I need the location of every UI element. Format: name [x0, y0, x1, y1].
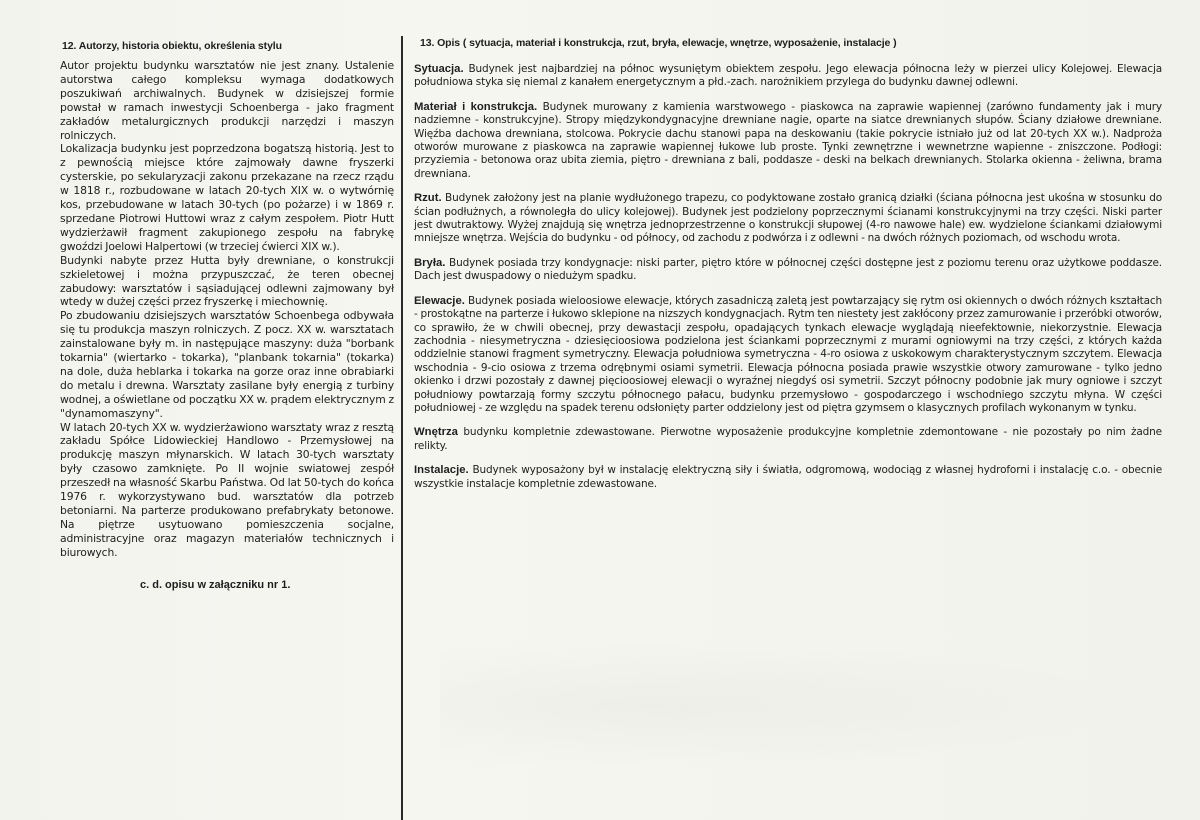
paragraph-label: Wnętrza	[414, 426, 458, 439]
continuation-note: c. d. opisu w załączniku nr 1.	[140, 578, 291, 591]
scan-smudge	[440, 640, 1140, 770]
paragraph-bryla	[414, 257, 1162, 284]
paragraph-text: Budynek murowany z kamienia warstwowego - piaskowca na zaprawie wapiennej (zarówno fundamenty jak i mury nadziemne - konstrukcyjne). Stropy międzykondygnacyjne drewniane nagie, oparte na siatce drewnianych słupów. Ściany działowe drewniane. Więźba dachowa drewniana, stolcowa. Pokrycie dachu stanowi papa na deskowaniu (takie pokrycie istniało już od lat 20-tych XX w.). Nadproża otworów murowane z piaskowca na zaprawie wapiennej łukowe lub proste. Tynki zewnętrzne i wewnetrzne wapienne - zniszczone. Podłogi: przyziemia - betonowa oraz ubita ziemia, piętro - drewniana z bali, poddasze - deski na belkach drewnianych. Stolarka okienna - żeliwna, brama drewniana.	[414, 100, 1163, 180]
paragraph-wnetrza	[414, 426, 1162, 453]
paragraph-elewacje	[414, 295, 1162, 416]
right-column	[414, 37, 1162, 502]
left-section-heading: 12. Autorzy, historia obiektu, określenia stylu	[62, 40, 282, 52]
right-section-heading: 13. Opis ( sytuacja, materiał i konstrukcja, rzut, bryła, elewacje, wnętrze, wyposażenie, instalacje )	[420, 37, 897, 49]
column-divider	[401, 36, 403, 820]
paragraph-rzut	[414, 192, 1162, 246]
left-section-body: Autor projektu budynku warsztatów nie jest znany. Ustalenie autorstwa całego kompleksu wymaga dodatkowych poszukiwań archiwalnych. Budynek w dzisiejszej formie powstał w ramach inwestycji Schoenberga - jako fragment zakładów metalurgicznych produkcji narzędzi i maszyn rolniczych. Lokalizacja budynku jest poprzedzona bogatszą historią. Jest to z pewnością miejsce które zajmowały dawne fryszerki cysterskie, po sekularyzacji zakonu przekazane na rzecz rządu w 1818 r., rozbudowane w latach 20-tych XIX w. o wytwórnię kos, przebudowane w latach 30-tych (po pożarze) i w 1869 r. sprzedane Piotrowi Huttowi wraz z całym zespołem. Piotr Hutt wydzierżawił fragment zakupionego zespołu na fabrykę gwoździ Joelowi Halpertowi (w trzeciej ćwierci XIX w.). Budynki nabyte przez Hutta były drewniane, o konstrukcji szkieletowej i można przypuszczać, że teren obecnej zabudowy: warsztatów i sąsiadującej odlewni zajmowany był wtedy w dużej części przez fryszerkę i miechownię. Po zbudowaniu dzisiejszych warsztatów Schoenbega odbywała się tu produkcja maszyn rolniczych. Z pocz. XX w. warsztatach zainstalowane były m. in następujące maszyny: duża "borbank tokarnia" (wiertarko - tokarka), "planbank tokarnia" (tokarka) na dole, duża heblarka i tokarka na gorze oraz inne obrabiarki do metalu i drewna. Warsztaty zasilane były energią z turbiny wodnej, a oświetlane od początku XX w. prądem elektrycznym z "dynamomaszyny". W latach 20-tych XX w. wydzierżawiono warsztaty wraz z resztą zakładu Spółce Lidowieckiej Handlowo - Przemysłowej na produkcję maszyn młynarskich. W latach 30-tych warsztaty były czasowo zamknięte. Po II wojnie swiatowej zespół przeszedł na własność Skarbu Państwa. Od lat 50-tych do końca 1976 r. wykorzystywano bud. warsztatów dla potrzeb betoniarni. Na parterze produkowano prefabrykaty betonowe. Na piętrze usytuowano pomieszczenia socjalne, administracyjne oraz magazyn materiałów technicznych i biurowych.	[60, 59, 394, 559]
paragraph-label: Bryła.	[414, 256, 446, 269]
paragraph-text: Budynek założony jest na planie wydłużonego trapezu, co podyktowane zostało granicą działki (ściana północna jest ukośna w stosunku do ścian podłużnych, a równoległa do ulicy kolejowej). Budynek jest podzielony poprzecznymi ścianami konstrukcyjnymi na trzy części. Niski parter jest dwutraktowy. Wyżej znajdują się wnętrza jednoprzestrzenne o konstrukcji słupowej (4-ro nawowe hale) ew. wydzielone ściankami działowymi mniejsze wnętrza. Wejścia do budynku - od północy, od zachodu z podwórza i z odlewni - na dwóch różnych poziomach, od wschodu wrota.	[414, 192, 1162, 245]
paragraph-label: Rzut.	[414, 192, 442, 205]
paragraph-instalacje	[414, 464, 1162, 491]
paragraph-label: Sytuacja.	[414, 63, 464, 75]
paragraph-label: Materiał i konstrukcja.	[414, 100, 538, 113]
paragraph-text: Budynek posiada trzy kondygnacje: niski parter, piętro które w północnej części dostępne jest z poziomu terenu oraz użytkowe poddasze. Dach jest dwuspadowy o niedużym spadku.	[414, 256, 1162, 283]
paragraph-label: Elewacje.	[414, 294, 465, 307]
paragraph-text: Budynek posiada wieloosiowe elewacje, których zasadniczą zaletą jest powtarzający się rytm osi okiennych o dwóch różnych kształtach - prostokątne na parterze i łukowo sklepione na nizszych kondygnacjach. Rytm ten niestety jest zakłócony przez zamurowanie i przeróbki otworów, co sprawiło, że w chwili obecnej, przy dewastacji zespołu, opadających tynkach elewacje wyglądają nieefektownie, niekorzystnie. Elewacja zachodnia - niesymetryczna - dziesięcioosiowa podzielona jest ściankami poprzecznymi z murami ogniowymi na trzy części, z których każda oddzielnie stanowi fragment symetryczny. Elewacja południowa symetryczna - 4-ro osiowa z uskokowym charakterystycznym szczytem. Elewacja wschodnia - 9-cio osiowa z trzema odrębnymi osiami symetrii. Elewacja północna posiada prawie wszystkie otwory zamurowane - tylko jedno okienko i drzwi pozostały z dawnej pięcioosiowej elewacji o wyraźnej niegdyś osi symetrii. Szczyt północny podobnie jak mury ogniowe i szczyt południowy powtarzają formy szczytu północnego pałacu, budynku przemysłowo - gospodarczego i wschodniego szczytu młyna. W części południowej - ze względu na spadek terenu odsłonięty parter oddzielony jest od piętra gzymsem o klasycznych profilach wykonanym w tynku.	[414, 294, 1163, 414]
paragraph-sytuacja	[414, 63, 1162, 90]
paragraph-text: budynku kompletnie zdewastowane. Pierwotne wyposażenie produkcyjne kompletnie zdemontowane - nie pozostały po nim żadne relikty.	[414, 426, 1162, 452]
paragraph-text: Budynek jest najbardziej na północ wysuniętym obiektem zespołu. Jego elewacja północna leży w pierzei ulicy Kolejowej. Elewacja południowa styka się niemal z kanałem energetycznym a płd.-zach. narożnikiem przylega do budynku dawnej odlewni.	[414, 63, 1162, 89]
left-column	[60, 40, 394, 591]
paragraph-text: Budynek wyposażony był w instalację elektryczną siły i światła, odgromową, wodociąg z własnej hydroforni i instalację c.o. - obecnie wszystkie instalacje kompletnie zdewastowane.	[414, 464, 1162, 490]
paragraph-label: Instalacje.	[414, 464, 469, 477]
paragraph-material-konstrukcja	[414, 101, 1162, 181]
